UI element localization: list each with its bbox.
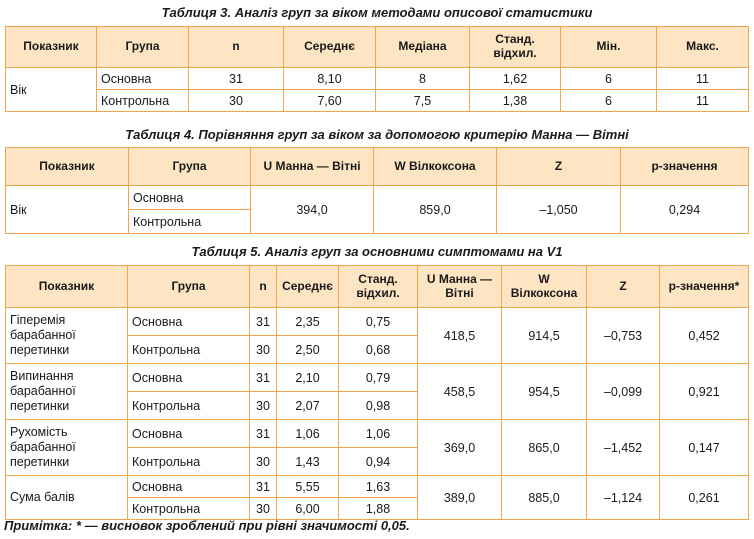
sd-cell: 0,75 — [339, 308, 418, 336]
u-cell: 389,0 — [418, 476, 502, 520]
indicator-cell: Гіперемія барабанної перетинки — [6, 308, 128, 364]
n-cell: 31 — [250, 476, 277, 498]
mean-cell: 2,07 — [277, 392, 339, 420]
table-row — [6, 420, 749, 448]
table4 — [5, 147, 749, 234]
n-cell: 31 — [250, 308, 277, 336]
table3 — [5, 26, 749, 112]
max-cell: 11 — [657, 68, 749, 90]
max-cell: 11 — [657, 90, 749, 112]
mean-cell: 7,60 — [284, 90, 376, 112]
header-sd: Станд. відхил. — [470, 27, 561, 68]
group-cell: Основна — [128, 420, 250, 448]
mean-cell: 8,10 — [284, 68, 376, 90]
header-z: Z — [497, 148, 621, 186]
table4-caption: Таблиця 4. Порівняння груп за віком за допомогою критерію Манна — Вітні — [125, 127, 629, 142]
header-indicator: Показник — [6, 266, 128, 308]
sd-cell: 0,98 — [339, 392, 418, 420]
u-cell: 418,5 — [418, 308, 502, 364]
sd-cell: 1,88 — [339, 498, 418, 520]
mean-cell: 2,10 — [277, 364, 339, 392]
p-cell: 0,261 — [660, 476, 749, 520]
header-group: Група — [128, 266, 250, 308]
median-cell: 7,5 — [376, 90, 470, 112]
sd-cell: 1,63 — [339, 476, 418, 498]
group-cell: Основна — [97, 68, 189, 90]
header-mean: Середнє — [277, 266, 339, 308]
mean-cell: 5,55 — [277, 476, 339, 498]
group-cell: Контрольна — [128, 448, 250, 476]
p-cell: 0,921 — [660, 364, 749, 420]
group-cell: Основна — [128, 308, 250, 336]
z-cell: –0,753 — [587, 308, 660, 364]
footnote: Примітка: * — висновок зроблений при рівні значимості 0,05. — [4, 518, 410, 533]
n-cell: 30 — [250, 448, 277, 476]
table-row — [6, 186, 749, 210]
sd-cell: 1,62 — [470, 68, 561, 90]
mean-cell: 6,00 — [277, 498, 339, 520]
n-cell: 30 — [250, 336, 277, 364]
header-p: р-значення* — [660, 266, 749, 308]
w-cell: 954,5 — [502, 364, 587, 420]
sd-cell: 0,68 — [339, 336, 418, 364]
table-row — [6, 68, 749, 90]
header-w: W Вілкоксона — [374, 148, 497, 186]
w-cell: 885,0 — [502, 476, 587, 520]
w-cell: 865,0 — [502, 420, 587, 476]
u-cell: 369,0 — [418, 420, 502, 476]
header-indicator: Показник — [6, 148, 129, 186]
header-z: Z — [587, 266, 660, 308]
indicator-cell: Вік — [6, 186, 129, 234]
group-cell: Контрольна — [128, 392, 250, 420]
group-cell: Контрольна — [128, 498, 250, 520]
header-w: W Вілкоксона — [502, 266, 587, 308]
min-cell: 6 — [561, 90, 657, 112]
n-cell: 30 — [250, 498, 277, 520]
n-cell: 30 — [189, 90, 284, 112]
header-p: р-значення — [621, 148, 749, 186]
group-cell: Основна — [128, 364, 250, 392]
n-cell: 31 — [189, 68, 284, 90]
n-cell: 31 — [250, 420, 277, 448]
w-cell: 859,0 — [374, 186, 497, 234]
table5-header-row — [6, 266, 749, 308]
z-cell: –1,452 — [587, 420, 660, 476]
median-cell: 8 — [376, 68, 470, 90]
p-cell: 0,294 — [621, 186, 749, 234]
sd-cell: 0,79 — [339, 364, 418, 392]
z-cell: –1,050 — [497, 186, 621, 234]
table5 — [5, 265, 749, 520]
sd-cell: 0,94 — [339, 448, 418, 476]
min-cell: 6 — [561, 68, 657, 90]
header-n: n — [189, 27, 284, 68]
indicator-cell: Сума балів — [6, 476, 128, 520]
z-cell: –1,124 — [587, 476, 660, 520]
u-cell: 458,5 — [418, 364, 502, 420]
group-cell: Основна — [128, 476, 250, 498]
mean-cell: 1,06 — [277, 420, 339, 448]
group-cell: Основна — [129, 186, 251, 210]
table4-header-row — [6, 148, 749, 186]
mean-cell: 2,35 — [277, 308, 339, 336]
p-cell: 0,452 — [660, 308, 749, 364]
indicator-cell: Рухомість барабанної перетинки — [6, 420, 128, 476]
group-cell: Контрольна — [128, 336, 250, 364]
indicator-cell: Вік — [6, 68, 97, 112]
group-cell: Контрольна — [97, 90, 189, 112]
table-row — [6, 364, 749, 392]
sd-cell: 1,38 — [470, 90, 561, 112]
header-sd: Станд. відхил. — [339, 266, 418, 308]
header-max: Макс. — [657, 27, 749, 68]
table3-header-row — [6, 27, 749, 68]
header-median: Медіана — [376, 27, 470, 68]
sd-cell: 1,06 — [339, 420, 418, 448]
header-n: n — [250, 266, 277, 308]
header-indicator: Показник — [6, 27, 97, 68]
header-u: U Манна — Вітні — [251, 148, 374, 186]
table5-caption: Таблиця 5. Аналіз груп за основними симптомами на V1 — [191, 244, 563, 259]
header-min: Мін. — [561, 27, 657, 68]
header-group: Група — [97, 27, 189, 68]
header-mean: Середнє — [284, 27, 376, 68]
group-cell: Контрольна — [129, 210, 251, 234]
u-cell: 394,0 — [251, 186, 374, 234]
w-cell: 914,5 — [502, 308, 587, 364]
table3-caption: Таблиця 3. Аналіз груп за віком методами описової статистики — [161, 5, 593, 20]
mean-cell: 2,50 — [277, 336, 339, 364]
header-u: U Манна — Вітні — [418, 266, 502, 308]
header-group: Група — [129, 148, 251, 186]
table-row — [6, 90, 749, 112]
p-cell: 0,147 — [660, 420, 749, 476]
n-cell: 31 — [250, 364, 277, 392]
mean-cell: 1,43 — [277, 448, 339, 476]
indicator-cell: Випинання барабанної перетинки — [6, 364, 128, 420]
table-row — [6, 308, 749, 336]
z-cell: –0,099 — [587, 364, 660, 420]
table-row — [6, 476, 749, 498]
n-cell: 30 — [250, 392, 277, 420]
